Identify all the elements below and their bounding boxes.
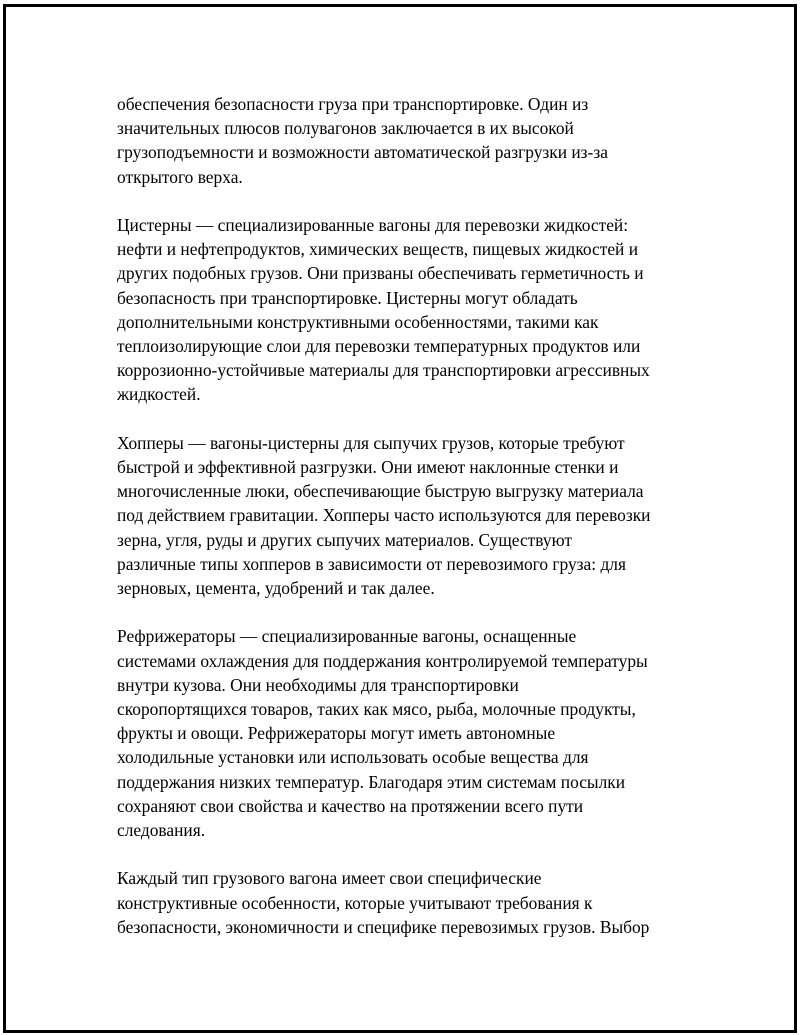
text-line: различные типы хопперов в зависимости от перевозимого груза: для [117, 553, 626, 574]
text-line: теплоизолирующие слои для перевозки температурных продуктов или [117, 336, 641, 357]
text-line: Каждый тип грузового вагона имеет свои специфические [117, 868, 542, 889]
text-line: безопасности, экономичности и специфике перевозимых грузов. Выбор [117, 916, 650, 937]
paragraph-refrigerator-cars [117, 624, 687, 842]
text-line: открытого верха. [117, 166, 243, 187]
text-line: под действием гравитации. Хопперы часто используются для перевозки [117, 505, 651, 526]
text-line: коррозионно-устойчивые материалы для транспортировки агрессивных [117, 360, 650, 381]
text-line: Рефрижераторы — специализированные вагоны, оснащенные [117, 626, 577, 647]
text-line: поддержания низких температур. Благодаря этим системам посылки [117, 771, 626, 792]
paragraph-tank-cars [117, 213, 687, 407]
paragraph-gondola-cars [117, 92, 687, 189]
text-line: скоропортящихся товаров, таких как мясо, рыба, молочные продукты, [117, 699, 636, 720]
text-line: многочисленные люки, обеспечивающие быструю выгрузку материала [117, 481, 644, 502]
text-line: зерновых, цемента, удобрений и так далее. [117, 578, 435, 599]
text-line: жидкостей. [117, 384, 201, 405]
text-line: дополнительными конструктивными особенностями, такими как [117, 311, 599, 332]
text-line: обеспечения безопасности груза при транспортировке. Один из [117, 94, 589, 114]
text-line: системами охлаждения для поддержания контролируемой температуры [117, 650, 648, 671]
text-line: других подобных грузов. Они призваны обеспечивать герметичность и [117, 263, 644, 284]
text-line: Хопперы — вагоны-цистерны для сыпучих грузов, которые требуют [117, 432, 625, 453]
text-line: зерна, угля, руды и других сыпучих материалов. Существуют [117, 529, 572, 550]
text-line: значительных плюсов полувагонов заключается в их высокой [117, 118, 574, 139]
paragraph-freight-car-types [117, 866, 687, 939]
text-line: быстрой и эффективной разгрузки. Они имеют наклонные стенки и [117, 457, 619, 478]
text-line: безопасность при транспортировке. Цистерны могут обладать [117, 287, 578, 308]
text-line: конструктивные особенности, которые учитывают требования к [117, 892, 593, 913]
text-line: грузоподъемности и возможности автоматической разгрузки из-за [117, 142, 608, 163]
paragraph-hopper-cars [117, 431, 687, 600]
document-body [117, 92, 687, 963]
text-line: сохраняют свои свойства и качество на протяжении всего пути [117, 795, 584, 816]
text-line: Цистерны — специализированные вагоны для перевозки жидкостей: [117, 215, 629, 235]
text-line: холодильные установки или использовать особые вещества для [117, 747, 589, 768]
text-line: фрукты и овощи. Рефрижераторы могут иметь автономные [117, 723, 556, 744]
text-line: внутри кузова. Они необходимы для транспортировки [117, 674, 519, 695]
text-line: нефти и нефтепродуктов, химических веществ, пищевых жидкостей и [117, 239, 639, 260]
text-line: следования. [117, 820, 206, 841]
